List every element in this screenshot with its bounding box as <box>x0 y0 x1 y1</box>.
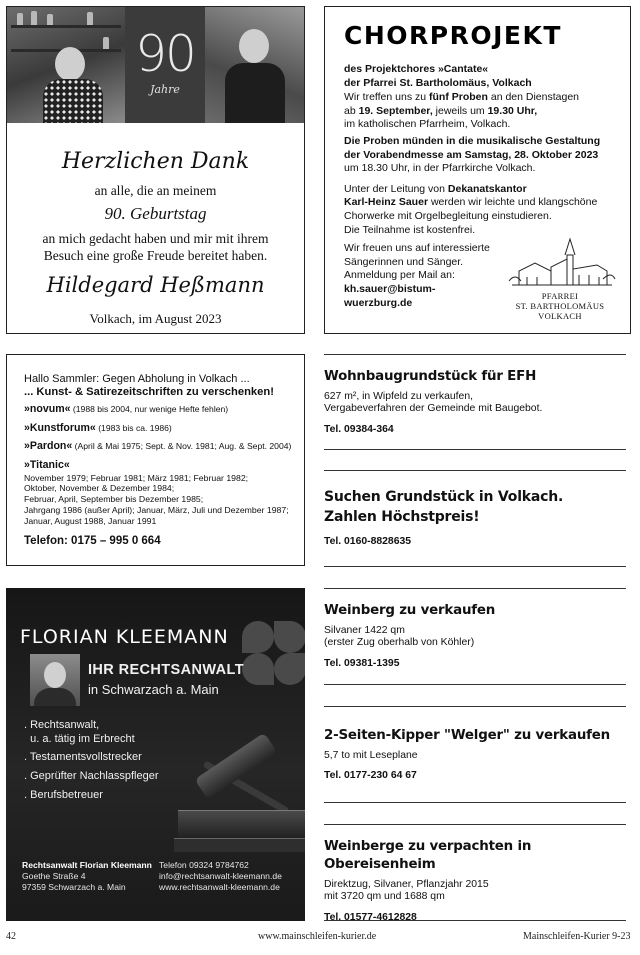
thanks-heading: Herzlichen Dank <box>61 149 250 174</box>
clover-icon <box>242 621 305 685</box>
parish-logo-text: PFARREI ST. BARTHOLOMÄUS VOLKACH <box>515 291 605 321</box>
law-book-icon <box>178 810 305 840</box>
choir-mass: Die Proben münden in die musikalische Gestaltung der Vorabendmesse am Samstag, 28. Oktober 2023 um 18.30 Uhr, in der Pfarrkirche Volkach. <box>344 134 601 175</box>
anniversary-word: Jahre <box>150 83 180 96</box>
thanks-occasion: 90. Geburtstag <box>104 204 207 223</box>
divider <box>324 802 626 803</box>
collector-subheading: ... Kunst- & Satirezeitschriften zu verschenken! <box>24 385 274 398</box>
divider <box>324 706 626 707</box>
lawyer-title: IHR RECHTSANWALT <box>88 662 244 678</box>
classified-phone: Tel. 0160-8828635 <box>324 536 412 547</box>
classified-title: Weinberge zu verpachten in Obereisenheim <box>324 839 532 872</box>
footer-issue: Mainschleifen-Kurier 9-23 <box>523 931 631 942</box>
anniversary-badge <box>125 7 205 123</box>
collector-item-novum: »novum« (1988 bis 2004, nur wenige Hefte fehlen) <box>24 403 229 416</box>
choir-schedule: Wir treffen uns zu fünf Proben an den Dienstagen ab 19. September, jeweils um 19.30 Uhr, im katholischen Pfarrheim, Volkach. <box>344 91 580 131</box>
classified-text: 5,7 to mit Leseplane <box>324 750 418 761</box>
place-date: Volkach, im August 2023 <box>89 311 222 326</box>
choir-email-link[interactable]: kh.sauer@bistum-wuerzburg.de <box>344 282 436 309</box>
lawyer-website-link[interactable]: www.rechtsanwalt-kleemann.de <box>159 882 280 892</box>
choir-director: Unter der Leitung von Dekanatskantor Karl-Heinz Sauer werden wir leichte und klangschöne Chorwerke mit Orgelbegleitung einstudieren. Die Teilnahme ist kostenfrei. <box>344 182 598 236</box>
lawyer-portrait <box>30 654 80 706</box>
thanks-line-1: an alle, die an meinem <box>94 183 217 198</box>
classified-phone: Tel. 0177-230 64 67 <box>324 770 417 782</box>
divider <box>324 920 626 921</box>
signature: Hildegard Heßmann <box>46 273 265 297</box>
collector-heading: Hallo Sammler: Gegen Abholung in Volkach ... <box>24 373 250 385</box>
law-book-icon <box>174 838 305 852</box>
divider <box>324 566 626 567</box>
classified-phone: Tel. 09384-364 <box>324 423 394 435</box>
divider <box>324 354 626 355</box>
divider <box>324 449 626 450</box>
collector-item-pardon: »Pardon« (April & Mai 1975; Sept. & Nov. 1981; Aug. & Sept. 2004) <box>24 440 292 453</box>
page-number: 42 <box>6 931 16 942</box>
divider <box>324 470 626 471</box>
service-item: . Geprüfter Nachlasspfleger <box>24 770 159 782</box>
choir-project-ad <box>324 6 631 334</box>
classified-ad <box>324 602 628 669</box>
classified-title: 2-Seiten-Kipper "Welger" zu verkaufen <box>324 728 611 743</box>
choir-invite: Wir freuen uns auf interessierte Sängerinnen und Sänger. Anmeldung per Mail an: kh.sauer@bistum-wuerzburg.de <box>344 242 490 309</box>
classified-title: Suchen Grundstück in Volkach. Zahlen Höchstpreis! <box>324 489 564 525</box>
classified-ad <box>324 487 628 547</box>
lawyer-name: FLORIAN KLEEMANN <box>20 626 229 648</box>
choir-title: CHORPROJEKT <box>344 21 562 50</box>
service-item: . Testamentsvollstrecker <box>24 751 142 763</box>
photo-woman-portrait <box>205 7 304 123</box>
classified-phone: Tel. 01577-4612828 <box>324 911 417 923</box>
lawyer-services <box>24 718 159 807</box>
lawyer-contact: Telefon 09324 9784762 info@rechtsanwalt-kleemann.de www.rechtsanwalt-kleemann.de <box>159 860 282 892</box>
classified-text: Direktzug, Silvaner, Pflanzjahr 2015 mit 3720 qm und 1688 qm <box>324 879 489 903</box>
classified-phone: Tel. 09381-1395 <box>324 657 400 669</box>
classified-ad <box>324 368 628 435</box>
divider <box>324 684 626 685</box>
classified-title: Weinberg zu verkaufen <box>324 603 496 618</box>
collector-phone: Telefon: 0175 – 995 0 664 <box>24 534 161 547</box>
lawyer-ad <box>6 588 305 921</box>
service-item: . Rechtsanwalt, u. a. tätig im Erbrecht <box>24 719 135 745</box>
thanks-message: an mich gedacht haben und mir mit ihrem Besuch eine große Freude bereitet haben. <box>42 231 269 263</box>
church-drawing-icon <box>507 237 617 295</box>
divider <box>324 588 626 589</box>
anniversary-number: 90 <box>135 25 195 83</box>
lawyer-email-link[interactable]: info@rechtsanwalt-kleemann.de <box>159 871 282 881</box>
classified-ad <box>324 838 628 923</box>
thank-you-ad <box>6 6 305 334</box>
classified-ad <box>324 727 628 781</box>
collector-ad <box>6 354 305 566</box>
footer-website-link[interactable]: www.mainschleifen-kurier.de <box>258 931 377 942</box>
classified-text: Silvaner 1422 qm (erster Zug oberhalb von Köhler) <box>324 625 475 649</box>
classified-text: 627 m², in Wipfeld zu verkaufen, Vergabeverfahren der Gemeinde mit Baugebot. <box>324 391 543 415</box>
lawyer-location: in Schwarzach a. Main <box>88 682 219 697</box>
divider <box>324 824 626 825</box>
photo-woman-at-bar <box>7 7 125 123</box>
service-item: . Berufsbetreuer <box>24 789 103 801</box>
lawyer-address: Rechtsanwalt Florian Kleemann Goethe Straße 4 97359 Schwarzach a. Main <box>22 860 152 892</box>
choir-intro: des Projektchores »Cantate« der Pfarrei St. Bartholomäus, Volkach <box>344 63 532 89</box>
collector-item-titanic: »Titanic« November 1979; Februar 1981; März 1981; Februar 1982; Oktober, November & Dezember 1984; Februar, April, September bis Dezember 1985; Jahrgang 1986 (außer April); Januar, März, Juli und Dezember 1987; Januar, August 1988, Januar 1991 <box>24 458 289 526</box>
classified-title: Wohnbaugrundstück für EFH <box>324 369 537 384</box>
collector-item-kunstforum: »Kunstforum« (1983 bis ca. 1986) <box>24 421 172 434</box>
